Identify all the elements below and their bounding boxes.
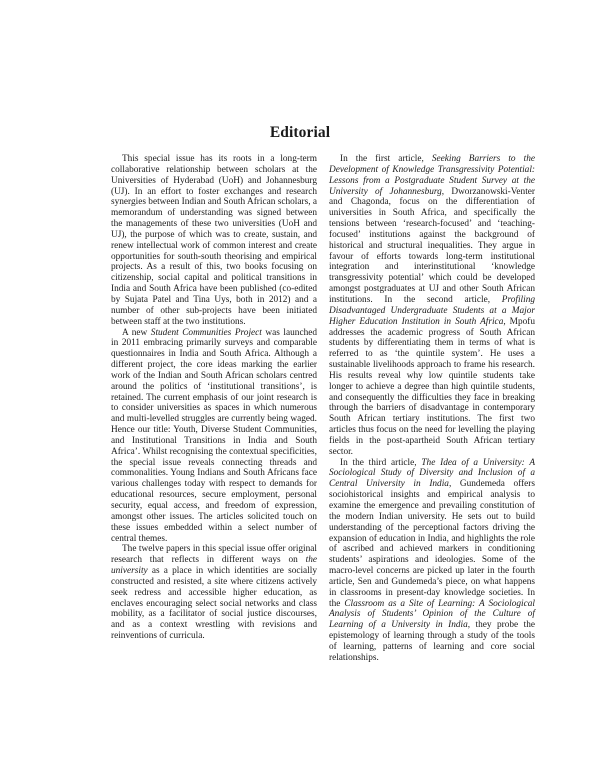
paragraph — [329, 154, 535, 458]
paragraph-text: was launched in 2011 embracing primarily surveys and comparable questionnaires in India and South Africa. Although a different project, the core ideas marking the earlier work of the Indian and South African scholars centred around the politics of ‘institutional transitions’, is retained. The current emphasis of our joint research is to consider universities as spaces in which numerous and multi-levelled struggles are currently being waged. Hence our title: Youth, Diverse Student Communities, and Institutional Transitions in India and South Africa’. Whilst recognising the contextual specificities, the special issue reveals connecting threads and commonalities. Young Indians and South Africans face various challenges today with respect to demands for educational resources, secure employment, personal security, equal access, and freedom of expression, amongst other issues. The articles solicited touch on these issues embedded within a select number of central themes. — [111, 327, 317, 544]
paragraph — [111, 328, 317, 545]
paragraph — [111, 544, 317, 642]
paragraph-text: as a place in which identities are socially constructed and resisted, a site where citizens actively seek redress and accessible higher education, as enclaves encouraging select social networks and class mobility, as a facilitator of social justice discourses, and as a context wrestling with revisions and reinventions of curricula. — [111, 566, 317, 642]
page-title: Editorial — [269, 124, 331, 141]
italic-title-text: Profiling Disadvantaged Undergraduate Students at a Major Higher Education Institution in South Africa — [329, 294, 535, 327]
paragraph — [329, 458, 535, 664]
italic-title-text: Classroom as a Site of Learning: A Sociological Analysis of Students’ Opinion of the Culture of Learning of a University in India — [329, 598, 535, 631]
paragraph-text: , Dworzanowski-Venter and Chagonda, focus on the differentiation of universities in South Africa, and specifically the tensions between ‘research-focused’ and ‘teaching-focused’ institutions against the background of historical and structural inequalities. They argue in favour of efforts towards long-term institutional integration and interinstitutional ‘knowledge transgressivity potential’ which could be developed amongst postgraduates at UJ and other South African institutions. In the second article, — [329, 186, 535, 305]
left-column — [111, 154, 317, 642]
paragraph-text: A new — [122, 327, 151, 338]
paragraph-text: In the third article, — [340, 457, 422, 468]
paragraph-text: In the first article, — [340, 154, 432, 164]
paragraph — [111, 154, 317, 328]
italic-title-text: Seeking Barriers to the Development of Knowledge Transgressivity Potential: Lessons from a Postgraduate Student Survey at the University of Johannesburg — [329, 154, 535, 197]
italic-title-text: the university — [111, 555, 317, 577]
paragraph-text: , Gundemeda offers sociohistorical insights and empirical analysis to examine the emergence and prevailing constitution of the modern Indian university. He sets out to build understanding of the perceptional factors driving the expansion of education in India, and highlights the role of ascribed and achieved markers in conditioning students’ aspirations and ideologies. Some of the macro-level concerns are picked up later in the fourth article, Sen and Gundemeda’s piece, on what happens in classrooms in present-day knowledge societies. In the — [329, 479, 536, 609]
italic-title-text: The Idea of a University: A Sociological Study of Diversity and Inclusion of a Central University in India — [329, 457, 535, 490]
paragraph-text: , Mpofu addresses the academic progress of South African students by differentiating them in terms of what is referred to as ‘the quintile system’. He uses a sustainable livelihoods approach to frame his research. His results reveal why low quintile students take longer to achieve a degree than high quintile students, and consequently the difficulties they face in breaking through the barriers of disadvantage in contemporary South African tertiary institutions. The first two articles thus focus on the need for levelling the playing fields in the post-apartheid South African tertiary sector. — [329, 316, 535, 457]
paragraph-text: , they probe the epistemology of learning through a study of the tools of learning, patterns of learning and core social relationships. — [329, 620, 535, 663]
paragraph-text: This special issue has its roots in a long-term collaborative relationship between scholars at the Universities of Hyderabad (UoH) and Johannesburg (UJ). In an effort to foster exchanges and research synergies between Indian and South African scholars, a memorandum of understanding was signed between the managements of these two universities (UoH and UJ), the purpose of which was to create, sustain, and renew intellectual work of common interest and create opportunities for south-south theorising and empirical projects. As a result of this, two books focusing on citizenship, social capital and political transitions in India and South Africa have been published (co-edited by Sujata Patel and Tina Uys, both in 2012) and a number of other sub-projects have been initiated between staff at the two institutions. — [111, 154, 317, 327]
paragraph-text: The twelve papers in this special issue offer original research that reflects in different ways on — [111, 544, 317, 566]
italic-title-text: Student Communities Project — [150, 327, 262, 338]
right-column — [329, 154, 535, 664]
